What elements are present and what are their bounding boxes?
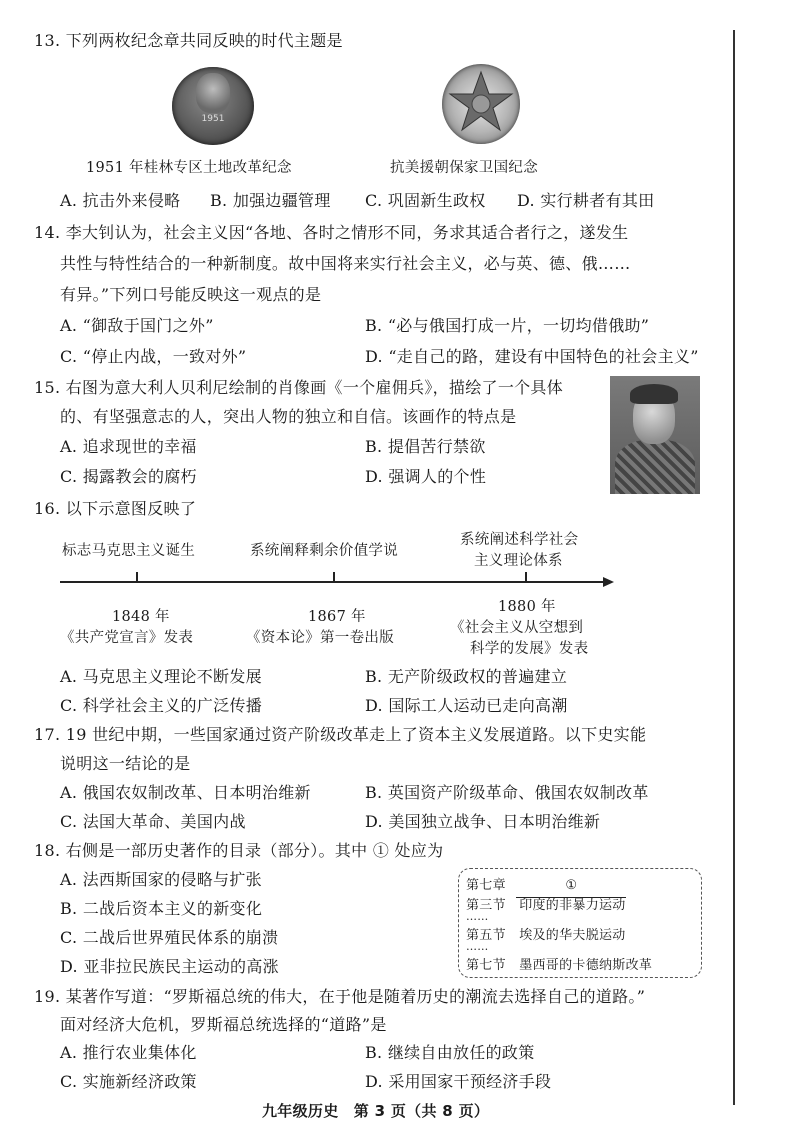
portrait-relief bbox=[196, 73, 230, 113]
timeline-year-1880: 1880 年 bbox=[498, 599, 556, 615]
timeline-tick-1880 bbox=[525, 572, 527, 582]
q19-option-c: C. 实施新经济政策 bbox=[60, 1072, 197, 1091]
q13-option-b: B. 加强边疆管理 bbox=[210, 191, 331, 210]
timeline-year-1867: 1867 年 bbox=[308, 609, 366, 625]
q16-option-c: C. 科学社会主义的广泛传播 bbox=[60, 696, 263, 715]
q15-option-b: B. 提倡苦行禁欲 bbox=[365, 437, 486, 456]
q15-stem-line1: 15. 右图为意大利人贝利尼绘制的肖像画《一个雇佣兵》，描绘了一个具体 bbox=[34, 378, 564, 397]
timeline-event-3a: 《社会主义从空想到 bbox=[450, 620, 584, 636]
toc-row-7: 第七节 墨西哥的卡德纳斯改革 bbox=[466, 958, 653, 973]
timeline-tick-1867 bbox=[333, 572, 335, 582]
portrait-garment bbox=[615, 440, 695, 494]
q14-option-a: A. “御敌于国门之外” bbox=[60, 316, 214, 335]
q13-option-c: C. 巩固新生政权 bbox=[365, 191, 486, 210]
q17-option-b: B. 英国资产阶级革命、俄国农奴制改革 bbox=[365, 783, 649, 802]
q17-stem-line1: 17. 19 世纪中期，一些国家通过资产阶级改革走上了资本主义发展道路。以下史实能 bbox=[34, 725, 647, 744]
q18-option-c: C. 二战后世界殖民体系的崩溃 bbox=[60, 928, 279, 947]
medal1-caption: 1951 年桂林专区土地改革纪念 bbox=[86, 160, 292, 176]
toc-ellipsis-2: …… bbox=[466, 940, 489, 953]
q13-option-a: A. 抗击外来侵略 bbox=[60, 191, 181, 210]
timeline-label-2: 系统阐释剩余价值学说 bbox=[250, 543, 398, 559]
resist-us-aid-korea-medal-image bbox=[442, 64, 520, 144]
q19-option-d: D. 采用国家干预经济手段 bbox=[365, 1072, 552, 1091]
q17-option-c: C. 法国大革命、美国内战 bbox=[60, 812, 246, 831]
q18-option-b: B. 二战后资本主义的新变化 bbox=[60, 899, 263, 918]
timeline-event-3b: 科学的发展》发表 bbox=[470, 641, 589, 657]
q18-option-a: A. 法西斯国家的侵略与扩张 bbox=[60, 870, 262, 889]
q19-option-a: A. 推行农业集体化 bbox=[60, 1043, 197, 1062]
q16-option-d: D. 国际工人运动已走向高潮 bbox=[365, 696, 568, 715]
q15-stem-line2: 的、有坚强意志的人，突出人物的独立和自信。该画作的特点是 bbox=[60, 407, 517, 426]
q16-option-b: B. 无产阶级政权的普遍建立 bbox=[365, 667, 568, 686]
toc-ellipsis-1: …… bbox=[466, 910, 489, 923]
star-emblem-icon bbox=[442, 64, 520, 144]
q16-option-a: A. 马克思主义理论不断发展 bbox=[60, 667, 262, 686]
timeline-label-3b: 主义理论体系 bbox=[474, 553, 563, 569]
page-footer: 九年级历史 第 3 页（共 8 页） bbox=[262, 1102, 490, 1120]
timeline-event-2: 《资本论》第一卷出版 bbox=[246, 630, 394, 646]
q13-stem: 13. 下列两枚纪念章共同反映的时代主题是 bbox=[34, 31, 343, 50]
condottiero-portrait-image bbox=[610, 376, 700, 494]
q18-option-d: D. 亚非拉民族民主运动的高涨 bbox=[60, 957, 279, 976]
q15-option-a: A. 追求现世的幸福 bbox=[60, 437, 197, 456]
q17-stem-line2: 说明这一结论的是 bbox=[60, 754, 191, 773]
q14-option-d: D. “走自己的路，建设有中国特色的社会主义” bbox=[365, 347, 699, 366]
timeline-tick-1848 bbox=[136, 572, 138, 582]
toc-blank: ① bbox=[516, 875, 626, 898]
q19-stem-line2: 面对经济大危机，罗斯福总统选择的“道路”是 bbox=[60, 1015, 387, 1034]
q14-stem-line1: 14. 李大钊认为，社会主义因“各地、各时之情形不同，务求其适合者行之，遂发生 bbox=[34, 223, 629, 242]
q17-option-d: D. 美国独立战争、日本明治维新 bbox=[365, 812, 601, 831]
medal-year-inscription: 1951 bbox=[201, 114, 225, 124]
q13-option-d: D. 实行耕者有其田 bbox=[517, 191, 655, 210]
q14-option-c: C. “停止内战，一致对外” bbox=[60, 347, 247, 366]
toc-chapter-label: 第七章 bbox=[466, 878, 506, 893]
timeline-label-1: 标志马克思主义诞生 bbox=[62, 543, 196, 559]
timeline-event-1: 《共产党宣言》发表 bbox=[60, 630, 194, 646]
q19-option-b: B. 继续自由放任的政策 bbox=[365, 1043, 535, 1062]
column-divider bbox=[733, 30, 735, 1105]
portrait-cap bbox=[630, 384, 678, 404]
timeline-year-1848: 1848 年 bbox=[112, 609, 170, 625]
q15-option-c: C. 揭露教会的腐朽 bbox=[60, 467, 197, 486]
toc-row-5: 第五节 埃及的华夫脱运动 bbox=[466, 928, 626, 943]
q15-option-d: D. 强调人的个性 bbox=[365, 467, 487, 486]
q16-stem: 16. 以下示意图反映了 bbox=[34, 499, 197, 518]
q18-stem: 18. 右侧是一部历史著作的目录（部分）。其中 ① 处应为 bbox=[34, 841, 444, 860]
medal2-caption: 抗美援朝保家卫国纪念 bbox=[390, 160, 538, 176]
q14-option-b: B. “必与俄国打成一片，一切均借俄助” bbox=[365, 316, 650, 335]
q14-stem-line2: 共性与特性结合的一种新制度。故中国将来实行社会主义，必与英、德、俄…… bbox=[60, 254, 631, 273]
q14-stem-line3: 有异。”下列口号能反映这一观点的是 bbox=[60, 285, 322, 304]
land-reform-medal-image bbox=[172, 67, 254, 145]
toc-row-3: 第三节 印度的非暴力运动 bbox=[466, 898, 626, 913]
q19-stem-line1: 19. 某著作写道：“罗斯福总统的伟大，在于他是随着历史的潮流去选择自己的道路。” bbox=[34, 987, 646, 1006]
timeline-label-3a: 系统阐述科学社会 bbox=[460, 532, 579, 548]
timeline-arrow-icon bbox=[603, 577, 614, 587]
q17-option-a: A. 俄国农奴制改革、日本明治维新 bbox=[60, 783, 311, 802]
